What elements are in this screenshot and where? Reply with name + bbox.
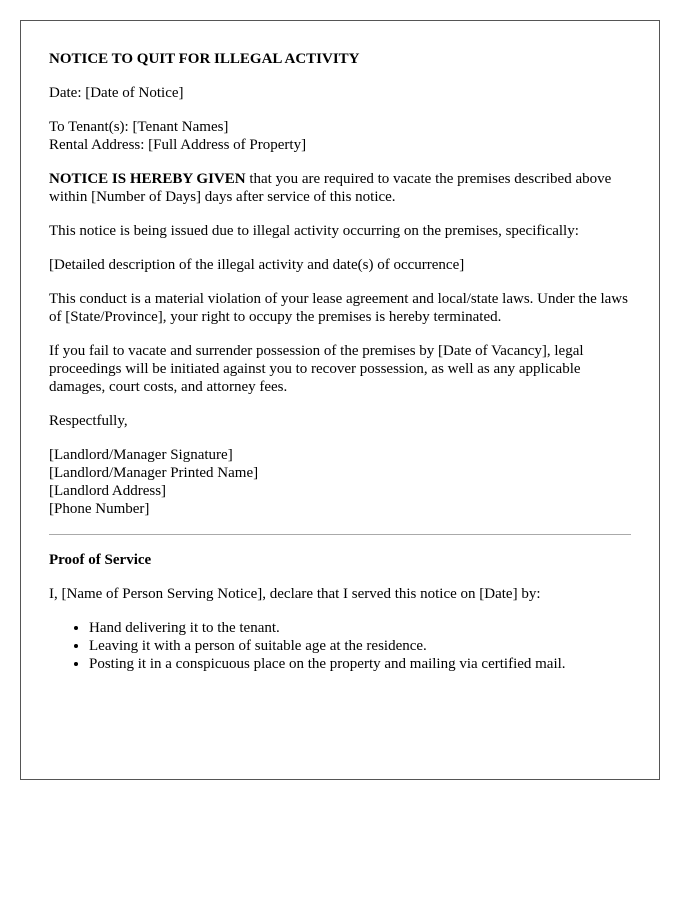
- signature-block: [49, 446, 631, 518]
- service-methods-list: [49, 619, 631, 673]
- landlord-address-line: [Landlord Address]: [49, 483, 167, 499]
- notice-given-heading: NOTICE IS HEREBY GIVEN: [49, 171, 246, 187]
- notice-date: Date: [Date of Notice]: [49, 85, 184, 101]
- consequence-paragraph: If you fail to vacate and surrender possession of the premises by [Date of Vacancy], legal proceedings will be initiated against you to recover possession, as well as any applicable damages, court costs, and attorney fees.: [49, 343, 584, 395]
- recipient-block: [49, 118, 631, 154]
- section-divider: [49, 534, 631, 535]
- notice-given-paragraph: [49, 170, 631, 206]
- notice-given-text: that you are required to vacate the premises described above within [Number of Days] days after service of this notice.: [49, 171, 612, 205]
- violation-paragraph: This conduct is a material violation of your lease agreement and local/state laws. Under the laws of [State/Province], your right to occupy the premises is hereby terminated.: [49, 291, 628, 325]
- signature-line: [Landlord/Manager Signature]: [49, 447, 233, 463]
- tenant-line: To Tenant(s): [Tenant Names]: [49, 119, 229, 135]
- reason-intro: This notice is being issued due to illegal activity occurring on the premises, specifically:: [49, 223, 579, 239]
- list-item: • Leaving it with a person of suitable age at the residence.: [89, 637, 631, 655]
- list-item: • Hand delivering it to the tenant.: [89, 619, 631, 637]
- list-item: • Posting it in a conspicuous place on the property and mailing via certified mail.: [89, 655, 631, 673]
- document-title: NOTICE TO QUIT FOR ILLEGAL ACTIVITY: [49, 51, 360, 67]
- proof-declaration: I, [Name of Person Serving Notice], declare that I served this notice on [Date] by:: [49, 586, 541, 602]
- proof-of-service-heading: Proof of Service: [49, 552, 152, 568]
- rental-address-line: Rental Address: [Full Address of Property]: [49, 137, 307, 153]
- phone-number-line: [Phone Number]: [49, 501, 150, 517]
- printed-name-line: [Landlord/Manager Printed Name]: [49, 465, 259, 481]
- notice-document: [20, 20, 660, 780]
- activity-description: [Detailed description of the illegal activity and date(s) of occurrence]: [49, 257, 465, 273]
- closing-salutation: Respectfully,: [49, 413, 128, 429]
